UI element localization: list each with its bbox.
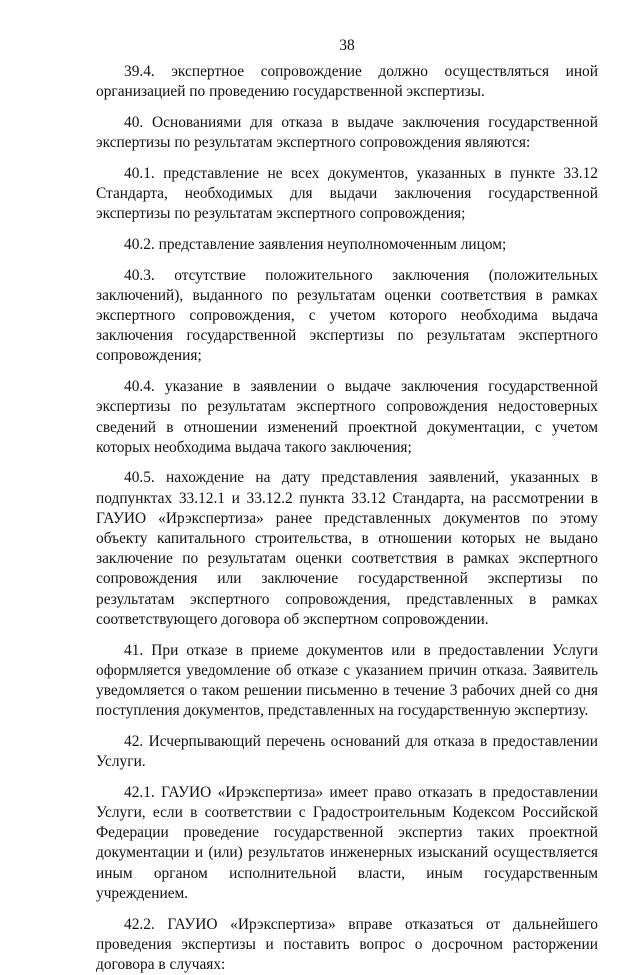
paragraph-42: 42. Исчерпывающий перечень оснований для отказа в предоставлении Услуги. bbox=[96, 732, 598, 771]
paragraph-42-2: 42.2. ГАУИО «Ирэкспертиза» вправе отказаться от дальнейшего проведения экспертизы и поставить вопрос о досрочном расторжении договора в случаях: bbox=[96, 915, 598, 973]
paragraph-40-3: 40.3. отсутствие положительного заключения (положительных заключений), выданного по результатам оценки соответствия в рамках экспертного сопровождения, с учетом которого необходима выдача заключения государственной экспертизы по результатам экспертного сопровождения; bbox=[96, 266, 598, 365]
paragraph-41: 41. При отказе в приеме документов или в предоставлении Услуги оформляется уведомление об отказе с указанием причин отказа. Заявитель уведомляется о таком решении письменно в течение 3 рабочих дней со дня поступления документов, представленных на государственную экспертизу. bbox=[96, 641, 598, 720]
paragraph-40-2: 40.2. представление заявления неуполномоченным лицом; bbox=[124, 235, 507, 253]
paragraph-42-1: 42.1. ГАУИО «Ирэкспертиза» имеет право отказать в предоставлении Услуги, если в соответствии с Градостроительным Кодексом Российской Федерации проведение государственной экспертиз таких проектной документации и (или) результатов инженерных изысканий осуществляется иным органом исполнительной власти, иным государственным учреждением. bbox=[96, 783, 598, 902]
paragraph-39-4: 39.4. экспертное сопровождение должно осуществляться иной организацией по проведению государственной экспертизы. bbox=[96, 63, 598, 101]
paragraph-40-5: 40.5. нахождение на дату представления заявлений, указанных в подпунктах 33.12.1 и 33.12.2 пункта 33.12 Стандарта, на рассмотрении в ГАУИО «Ирэкспертиза» ранее представленных документов по этому объекту капитального строительства, в отношении которых не выдано заключение по результатам оценки соответствия в рамках экспертного сопровождения или заключение государственной экспертизы по результатам экспертного сопровождения, представленных в рамках соответствующего договора об экспертном сопровождении. bbox=[96, 469, 598, 628]
paragraph-40: 40. Основаниями для отказа в выдаче заключения государственной экспертизы по результатам экспертного сопровождения являются: bbox=[96, 113, 598, 152]
paragraph-40-1: 40.1. представление не всех документов, указанных в пункте 33.12 Стандарта, необходимых для выдачи заключения государственной экспертизы по результатам экспертного сопровождения; bbox=[96, 164, 598, 223]
page-number: 38 bbox=[339, 37, 355, 54]
paragraph-40-4: 40.4. указание в заявлении о выдаче заключения государственной экспертизы по результатам экспертного сопровождения недостоверных сведений в отношении изменений проектной документации, с учетом которых необходима выдача такого заключения; bbox=[96, 378, 598, 456]
